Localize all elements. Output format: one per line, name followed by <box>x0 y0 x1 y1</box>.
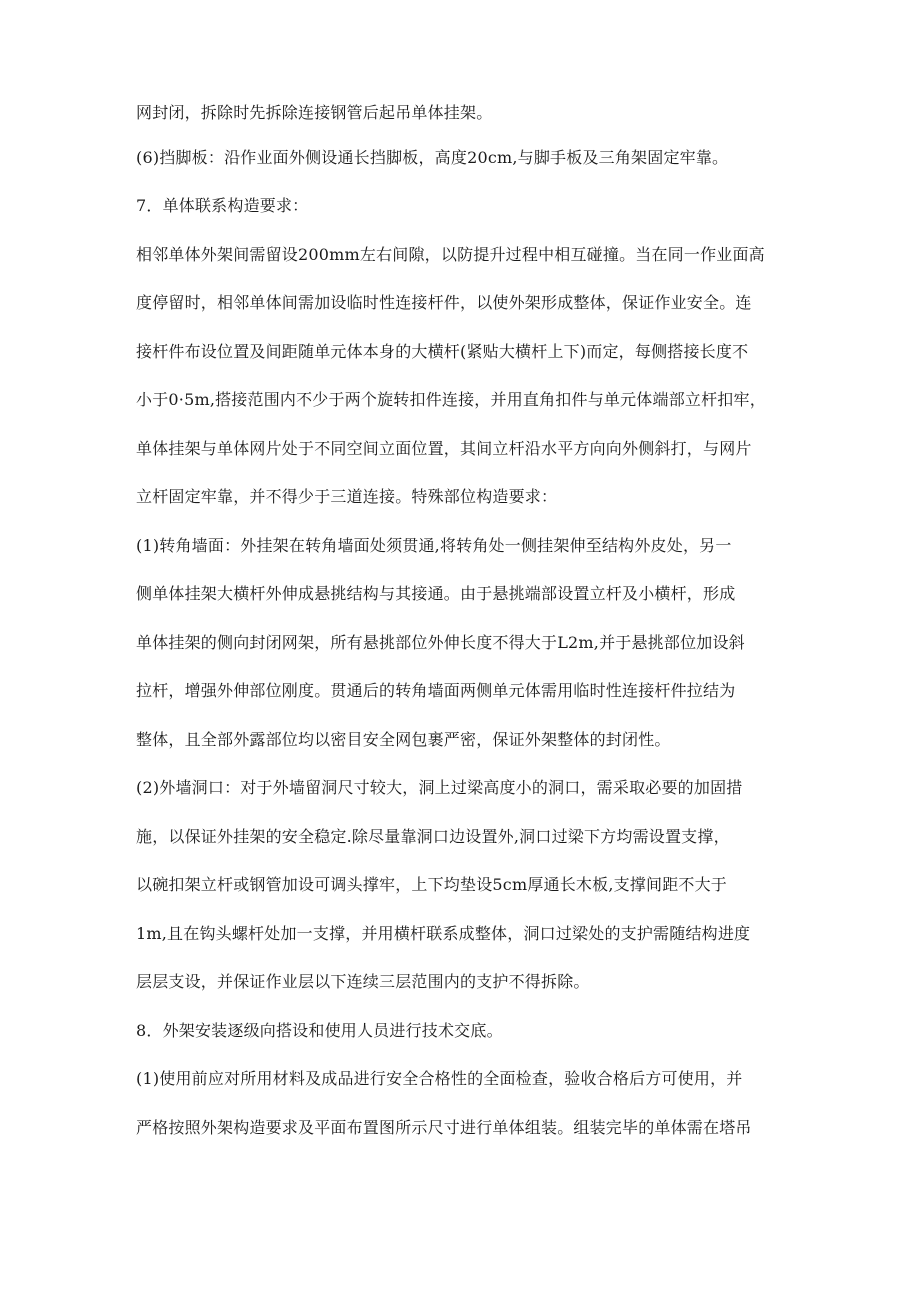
text-line: (1)转角墙面：外挂架在转角墙面处须贯通,将转角处一侧挂架伸至结构外皮处，另一 <box>136 536 732 555</box>
text-line: (6)挡脚板：沿作业面外侧设通长挡脚板，高度20cm,与脚手板及三角架固定牢靠。 <box>136 148 729 167</box>
text-line: 以碗扣架立杆或钢管加设可调头撑牢，上下均垫设5cm厚通长木板,支撑间距不大于 <box>136 875 727 894</box>
text-line: 度停留时，相邻单体间需加设临时性连接杆件，以使外架形成整体，保证作业安全。连 <box>136 293 752 312</box>
section-heading: 7．单体联系构造要求： <box>136 196 309 215</box>
text-line: (2)外墙洞口：对于外墙留洞尺寸较大，洞上过梁高度小的洞口，需采取必要的加固措 <box>136 778 743 797</box>
text-line: 严格按照外架构造要求及平面布置图所示尺寸进行单体组装。组装完毕的单体需在塔吊 <box>136 1118 752 1137</box>
text-line: 拉杆，增强外伸部位刚度。贯通后的转角墙面两侧单元体需用临时性连接杆件拉结为 <box>136 681 736 700</box>
text-line: 1m,且在钩头螺杆处加一支撑，并用横杆联系成整体，洞口过梁处的支护需随结构进度 <box>136 924 751 943</box>
section-heading: 8．外架安装逐级向搭设和使用人员进行技术交底。 <box>136 1021 503 1040</box>
text-line: 立杆固定牢靠，并不得少于三道连接。特殊部位构造要求： <box>136 487 558 506</box>
text-line: 相邻单体外架间需留设200mm左右间隙，以防提升过程中相互碰撞。当在同一作业面高 <box>136 245 765 264</box>
text-line: 整体，且全部外露部位均以密目安全网包裹严密，保证外架整体的封闭性。 <box>136 730 671 749</box>
text-line: 层层支设，并保证作业层以下连续三层范围内的支护不得拆除。 <box>136 972 590 991</box>
text-line: 单体挂架与单体网片处于不同空间立面位置，其间立杆沿水平方向向外侧斜打，与网片 <box>136 439 752 458</box>
text-line: 侧单体挂架大横杆外伸成悬挑结构与其接通。由于悬挑端部设置立杆及小横杆，形成 <box>136 584 736 603</box>
text-line: 小于0·5m,搭接范围内不少于两个旋转扣件连接，并用直角扣件与单元体端部立杆扣牢， <box>136 390 766 409</box>
text-line: (1)使用前应对所用材料及成品进行安全合格性的全面检查，验收合格后方可使用，并 <box>136 1069 743 1088</box>
text-line: 接杆件布设位置及间距随单元体本身的大横杆(紧贴大横杆上下)而定，每侧搭接长度不 <box>136 342 749 361</box>
text-line: 单体挂架的侧向封闭网架，所有悬挑部位外伸长度不得大于L2m,并于悬挑部位加设斜 <box>136 633 745 652</box>
text-line: 施，以保证外挂架的安全稳定.除尽量靠洞口边设置外,洞口过梁下方均需设置支撑， <box>136 827 730 846</box>
text-line: 网封闭，拆除时先拆除连接钢管后起吊单体挂架。 <box>136 103 493 122</box>
